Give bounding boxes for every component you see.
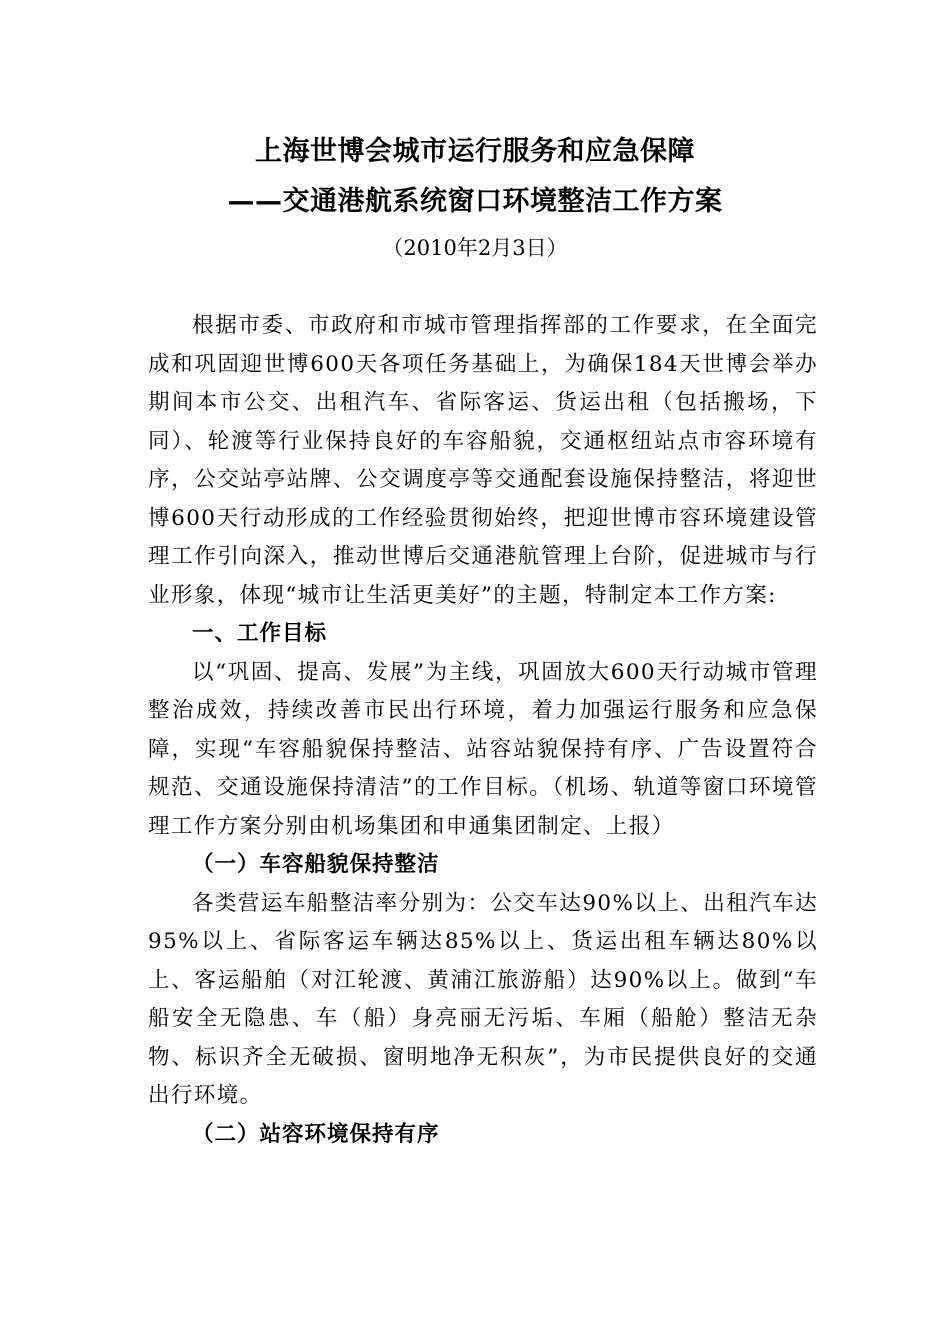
document-title-line2: ——交通港航系统窗口环境整洁工作方案 [227, 186, 723, 217]
document-title-line1: 上海世博会城市运行服务和应急保障 [255, 136, 695, 167]
subsection-heading-stations: （二）站容环境保持有序 [192, 1121, 440, 1147]
vehicles-paragraph: 各类营运车船整洁率分别为：公交车达90%以上、出租汽车达95%以上、省际客运车辆达85%以上、货运出租车辆达80%以上、客运船舶（对江轮渡、黄浦江旅游船）达90%以上。做到“车船安全无隐患、车（船）身亮丽无污垢、车厢（船舱）整洁无杂物、标识齐全无破损、窗明地净无积灰”，为市民提供良好的交通出行环境。 [148, 890, 818, 1108]
document-date: （2010年2月3日） [382, 236, 568, 260]
section-heading-goals: 一、工作目标 [192, 621, 328, 646]
goals-paragraph: 以“巩固、提高、发展”为主线，巩固放大600天行动城市管理整治成效，持续改善市民出行环境，着力加强运行服务和应急保障，实现“车容船貌保持整洁、站容站貌保持有序、广告设置符合规范、交通设施保持清洁”的工作目标。（机场、轨道等窗口环境管理工作方案分别由机场集团和申通集团制定、上报） [148, 659, 818, 839]
subsection-heading-vehicles: （一）车容船貌保持整洁 [192, 852, 440, 877]
intro-paragraph: 根据市委、市政府和市城市管理指挥部的工作要求，在全面完成和巩固迎世博600天各项任务基础上，为确保184天世博会举办期间本市公交、出租汽车、省际客运、货运出租（包括搬场，下同）、轮渡等行业保持良好的车容船貌，交通枢纽站点市容环境有序，公交站亭站牌、公交调度亭等交通配套设施保持整洁，将迎世博600天行动形成的工作经验贯彻始终，把迎世博市容环境建设管理工作引向深入，推动世博后交通港航管理上台阶，促进城市与行业形象，体现“城市让生活更美好”的主题，特制定本工作方案: [148, 313, 818, 608]
document-body [148, 307, 818, 1154]
